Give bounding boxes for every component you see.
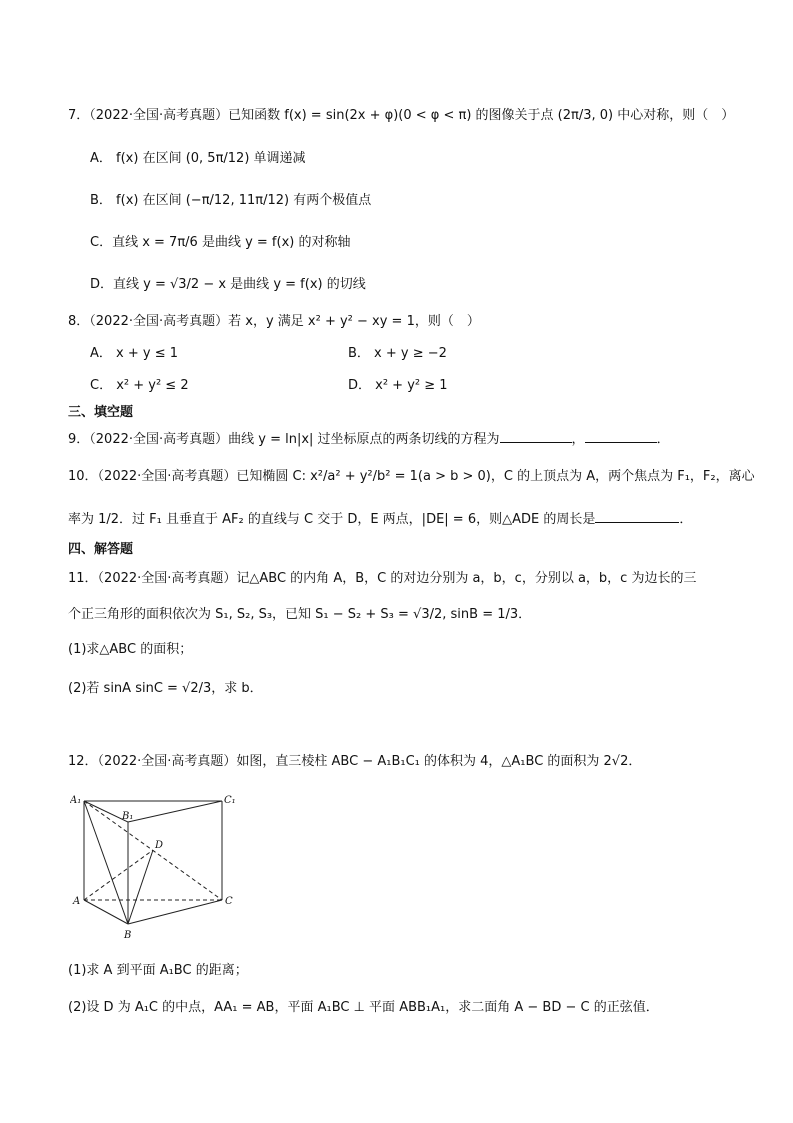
label-c1: C₁ <box>224 795 236 806</box>
q10-line-1: 10．（2022·全国·高考真题）已知椭圆 C: x²/a² + y²/b² = 1(a > b > 0)，C 的上顶点为 A，两个焦点为 F₁，F₂，离心 <box>68 469 755 484</box>
edge-b1-c1 <box>128 801 222 822</box>
q8-option-c: C． x² + y² ≤ 2 <box>90 378 189 393</box>
q12-stem: 12．（2022·全国·高考真题）如图，直三棱柱 ABC − A₁B₁C₁ 的体积为 4，△A₁BC 的面积为 2√2． <box>68 754 642 769</box>
q10-text: 率为 1/2．过 F₁ 且垂直于 AF₂ 的直线与 C 交于 D，E 两点，|DE| = 6，则△ADE 的周长是 <box>68 512 596 527</box>
label-c: C <box>225 896 233 907</box>
q10-line-2 <box>68 510 692 529</box>
label-b1: B₁ <box>122 811 134 822</box>
q8-option-b: B． x + y ≥ −2 <box>348 346 447 361</box>
q7-option-d: D．直线 y = √3/2 − x 是曲线 y = f(x) 的切线 <box>90 277 366 292</box>
q9-line <box>68 430 670 449</box>
q8-option-a: A． x + y ≤ 1 <box>90 346 178 361</box>
q7-option-c: C．直线 x = 7π/6 是曲线 y = f(x) 的对称轴 <box>90 235 351 250</box>
q7-option-b: B． f(x) 在区间 (−π/12, 11π/12) 有两个极值点 <box>90 193 372 208</box>
q10-blank[interactable] <box>595 510 679 523</box>
section-answer-title: 四、解答题 <box>68 542 134 557</box>
q11-part-2: (2)若 sinA sinC = √2/3，求 b． <box>68 681 263 696</box>
section-fill-in-title: 三、填空题 <box>68 405 134 420</box>
q9-text: 9．（2022·全国·高考真题）曲线 y = ln|x| 过坐标原点的两条切线的方程为 <box>68 432 500 447</box>
edge-b-c <box>128 900 222 924</box>
label-b: B <box>124 930 132 941</box>
prism-figure <box>70 792 240 944</box>
q7-stem: 7．（2022·全国·高考真题）已知函数 f(x) = sin(2x + φ)(0 < φ < π) 的图像关于点 (2π/3, 0) 中心对称，则（ ） <box>68 108 735 123</box>
edge-b-d <box>128 850 153 924</box>
q12-part-1: (1)求 A 到平面 A₁BC 的距离； <box>68 963 248 978</box>
edge-a-d <box>84 850 153 900</box>
q8-stem: 8．（2022·全国·高考真题）若 x，y 满足 x² + y² − xy = 1，则（ ） <box>68 314 480 329</box>
label-d: D <box>155 840 164 851</box>
q8-option-d: D． x² + y² ≥ 1 <box>348 378 448 393</box>
q10-end: ． <box>679 512 693 527</box>
q7-option-a: A． f(x) 在区间 (0, 5π/12) 单调递减 <box>90 151 306 166</box>
q9-separator: ， <box>571 432 585 447</box>
label-a1: A₁ <box>70 795 82 806</box>
edge-a-b <box>84 900 128 924</box>
q11-part-1: (1)求△ABC 的面积； <box>68 642 193 657</box>
q9-end: ． <box>656 432 670 447</box>
q11-line-1: 11．（2022·全国·高考真题）记△ABC 的内角 A，B，C 的对边分别为 a，b，c，分别以 a，b，c 为边长的三 <box>68 571 697 586</box>
q12-part-2: (2)设 D 为 A₁C 的中点，AA₁ = AB，平面 A₁BC ⊥ 平面 ABB₁A₁，求二面角 A − BD − C 的正弦值． <box>68 1000 659 1015</box>
label-a: A <box>73 896 81 907</box>
q9-blank-1[interactable] <box>500 430 572 443</box>
q11-line-2: 个正三角形的面积依次为 S₁, S₂, S₃，已知 S₁ − S₂ + S₃ = √3/2, sinB = 1/3． <box>68 607 532 622</box>
q9-blank-2[interactable] <box>585 430 657 443</box>
